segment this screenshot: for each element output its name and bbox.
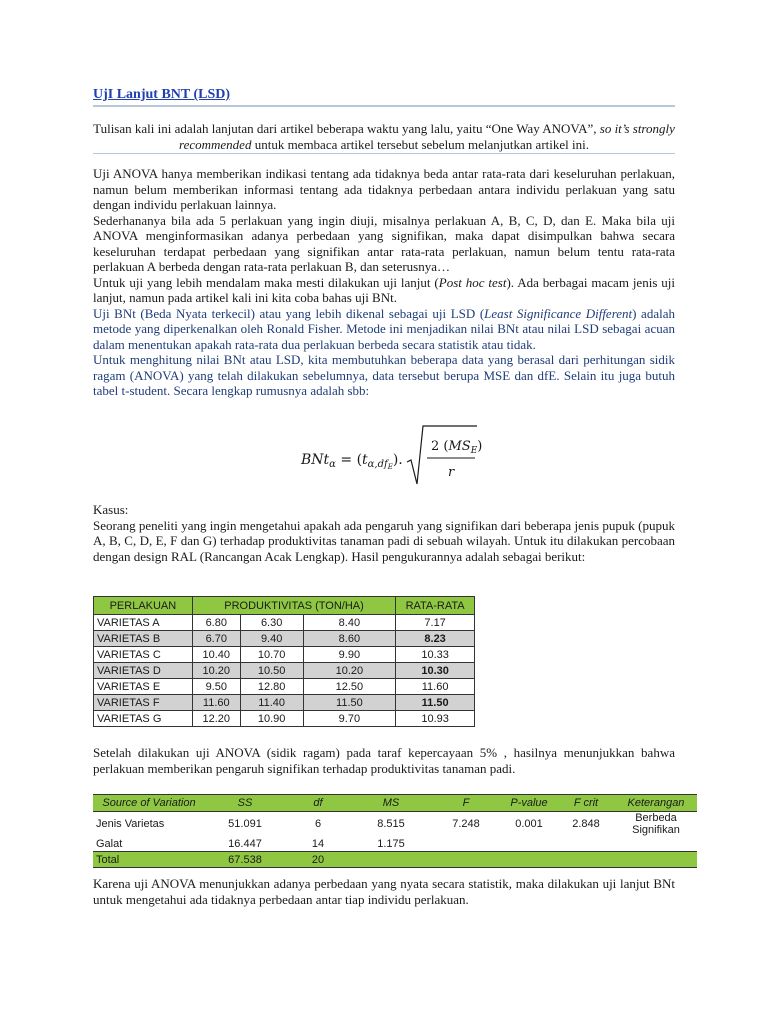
anova-value-cell: 7.248 (452, 818, 480, 830)
anova-value-cell: 20 (285, 852, 351, 868)
cell-rata-rata: 10.33 (396, 647, 475, 663)
cell-perlakuan: VARIETAS E (94, 679, 193, 695)
page-title[interactable]: UjI Lanjut BNT (LSD) (93, 87, 231, 102)
anova-value-cell (615, 852, 697, 868)
cell-perlakuan: VARIETAS G (94, 711, 193, 727)
table-row (94, 615, 475, 631)
anova-value-cell (431, 852, 501, 868)
cell-value: 6.80 (192, 615, 240, 631)
cell-rata-rata: 11.60 (396, 679, 475, 695)
cell-value: 11.60 (192, 695, 240, 711)
paragraph-3-b: ). Ada berbagai macam jenis uji lanjut, namun pada artikel kali ini kita coba bahas uji BNt. (93, 274, 675, 305)
header-perlakuan: PERLAKUAN (94, 597, 193, 615)
anova-value-cell: 14 (311, 837, 325, 850)
formula-num-a: 2 ( (431, 439, 449, 454)
table-row (93, 812, 697, 837)
cell-perlakuan: VARIETAS C (94, 647, 193, 663)
anova-value-cell: 0.001 (515, 818, 543, 830)
paragraph-4 (93, 306, 675, 353)
anova-header-cell: F crit (557, 795, 615, 812)
anova-value-cell (557, 836, 615, 852)
intro-text-1: Tulisan kali ini adalah lanjutan dari artikel beberapa waktu yang lalu, yaitu “One Way ANOVA”, (93, 121, 600, 136)
cell-value: 9.70 (303, 711, 396, 727)
anova-value-cell: 16.447 (228, 837, 262, 850)
cell-value: 6.30 (240, 615, 303, 631)
anova-value-cell: 51.091 (228, 818, 262, 830)
paragraph-4-b: ) adalah metode yang diperkenalkan oleh Ronald Fisher. Metode ini menjadikan nilai BNt atau nilai LSD sebagai acuan dalam menentukan apakah rata-rata dua perlakuan berbeda secara statistik atau tidak. (93, 305, 675, 352)
title-divider (93, 105, 675, 107)
anova-value-cell: 8.515 (377, 818, 405, 830)
anova-value-cell (501, 836, 557, 852)
cell-perlakuan: VARIETAS B (94, 631, 193, 647)
formula-t: t (362, 452, 368, 468)
anova-value-cell (351, 852, 431, 868)
svg-text:BNtα = (tα,dfE). (300, 452, 403, 471)
header-rata-rata: RATA-RATA (396, 597, 475, 615)
cell-rata-rata: 11.50 (396, 695, 475, 711)
formula-lhs: BNt (301, 452, 330, 468)
productivity-table (93, 596, 475, 727)
anova-source-cell: Total (93, 852, 205, 868)
cell-value: 12.20 (192, 711, 240, 727)
cell-value: 10.40 (192, 647, 240, 663)
paragraph-2: Sederhananya bila ada 5 perlakuan yang ingin diuji, misalnya perlakuan A, B, C, D, dan E. Maka bila uji ANOVA menginformasikan adanya perbedaan yang signifikan, maka dapat disimpulkan bahwa secara keseluruhan terdapat perbedaan yang signifikan antar rata-rata perlakuan, namun belum tentu rata-rata perlakuan A berbeda dengan rata-rata perlakuan B, dan seterusnya… (93, 212, 675, 274)
anova-value-cell: 6 (314, 818, 322, 830)
paragraph-1: Uji ANOVA hanya memberikan indikasi tentang ada tidaknya beda antar rata-rata dari keseluruhan perlakuan, namun belum memberikan informasi tentang ada tidaknya perbedaan antara individu perlakuan yang satu dengan individu perlakuan lainnya. (93, 166, 675, 212)
cell-value: 12.80 (240, 679, 303, 695)
svg-text:2 (MSE) (431, 439, 482, 456)
table-row (94, 679, 475, 695)
conclusion-text: Karena uji ANOVA menunjukkan adanya perbedaan yang nyata secara statistik, maka dilakukan uji lanjut BNt untuk mengetahui ada tidaknya perbedaan antar tiap individu perlakuan. (93, 876, 675, 907)
anova-header-cell: P-value (501, 795, 557, 812)
paragraph-3-italic: Post hoc test (438, 274, 507, 290)
cell-perlakuan: VARIETAS A (94, 615, 193, 631)
intro-note (93, 121, 675, 153)
cell-value: 10.20 (303, 663, 396, 679)
table-row (94, 631, 475, 647)
article-body (93, 166, 675, 399)
paragraph-4-italic: Least Significance Different (484, 305, 633, 321)
cell-value: 12.50 (303, 679, 396, 695)
table-row (94, 695, 475, 711)
formula-den: r (448, 465, 455, 480)
cell-value: 9.90 (303, 647, 396, 663)
anova-value-cell: 1.175 (377, 837, 405, 850)
formula-radical (407, 426, 477, 484)
anova-value-cell (431, 836, 501, 852)
paragraph-4-a: Uji BNt (Beda Nyata terkecil) atau yang lebih dikenal sebagai uji LSD ( (93, 305, 485, 321)
cell-value: 10.50 (240, 663, 303, 679)
table-row (94, 711, 475, 727)
kasus-heading: Kasus: (93, 502, 129, 517)
anova-header-cell: df (285, 795, 351, 812)
paragraph-5: Untuk menghitung nilai BNt atau LSD, kita membutuhkan beberapa data yang berasal dari perhitungan sidik ragam (ANOVA) yang telah dilakukan sebelumnya, data tersebut berupa MSE dan dfE. Selain itu juga butuh tabel t-student. Secara lengkap rumusnya adalah sbb: (93, 352, 675, 398)
bnt-formula (299, 420, 483, 490)
cell-value: 9.50 (192, 679, 240, 695)
anova-value-cell: 67.538 (205, 852, 285, 868)
kasus-text: Seorang peneliti yang ingin mengetahui apakah ada pengaruh yang signifikan dari beberapa jenis pupuk (pupuk A, B, C, D, E, F dan G) terhadap produktivitas tanaman padi di sebuah wilayah. Untuk itu dilakukan percobaan dengan design RAL (Rancangan Acak Lengkap). Hasil pengukurannya adalah sebagai berikut: (93, 517, 675, 564)
table-row (93, 836, 697, 852)
table-row (94, 663, 475, 679)
intro-divider (93, 153, 675, 154)
cell-value: 9.40 (240, 631, 303, 647)
anova-header-cell: Source of Variation (93, 795, 205, 812)
anova-value-cell (615, 836, 697, 852)
cell-perlakuan: VARIETAS F (94, 695, 193, 711)
kasus-section (93, 502, 675, 564)
cell-perlakuan: VARIETAS D (94, 663, 193, 679)
table-row (94, 647, 475, 663)
cell-rata-rata: 10.93 (396, 711, 475, 727)
intro-italic: so it’s strongly recommended (179, 121, 675, 152)
cell-value: 8.40 (303, 615, 396, 631)
anova-value-cell (501, 852, 557, 868)
header-produktivitas: PRODUKTIVITAS (TON/HA) (192, 597, 395, 615)
cell-value: 11.50 (303, 695, 396, 711)
anova-header-cell: MS (351, 795, 431, 812)
cell-rata-rata: 7.17 (396, 615, 475, 631)
cell-value: 6.70 (192, 631, 240, 647)
cell-value: 10.70 (240, 647, 303, 663)
cell-value: 10.20 (192, 663, 240, 679)
formula-num-sub: E (470, 446, 478, 456)
table-row (93, 852, 697, 868)
formula-eq: = ( (335, 452, 363, 468)
anova-result-text: Setelah dilakukan uji ANOVA (sidik ragam) pada taraf kepercayaan 5% , hasilnya menunjukkan bahwa perlakuan memberikan pengaruh signifikan terhadap produktivitas tanaman padi. (93, 745, 675, 776)
cell-value: 11.40 (240, 695, 303, 711)
cell-value: 8.60 (303, 631, 396, 647)
anova-source-cell: Jenis Varietas (96, 818, 165, 830)
intro-text-2: untuk membaca artikel tersebut sebelum melanjutkan artikel ini. (251, 137, 589, 152)
anova-header-cell: F (431, 795, 501, 812)
formula-alpha: α (329, 459, 336, 470)
formula-num-ms: MS (448, 439, 471, 454)
anova-value-cell: Berbeda Signifikan (632, 812, 680, 836)
formula-num-b: ) (477, 439, 483, 454)
cell-rata-rata: 8.23 (396, 631, 475, 647)
cell-value: 10.90 (240, 711, 303, 727)
anova-table (93, 794, 697, 868)
table-header-row (94, 597, 475, 615)
anova-header-cell: Keterangan (615, 795, 697, 812)
anova-source-cell: Galat (96, 837, 123, 850)
paragraph-3-a: Untuk uji yang lebih mendalam maka mesti dilakukan uji lanjut ( (93, 274, 439, 290)
anova-value-cell (557, 852, 615, 868)
formula-tsub: α,df (367, 459, 388, 470)
paragraph-3 (93, 275, 675, 306)
table-header-row (93, 795, 697, 812)
formula-tsubsub: E (387, 463, 393, 471)
cell-rata-rata: 10.30 (396, 663, 475, 679)
anova-value-cell: 2.848 (572, 818, 600, 830)
formula-close: ). (392, 452, 403, 468)
anova-header-cell: SS (205, 795, 285, 812)
